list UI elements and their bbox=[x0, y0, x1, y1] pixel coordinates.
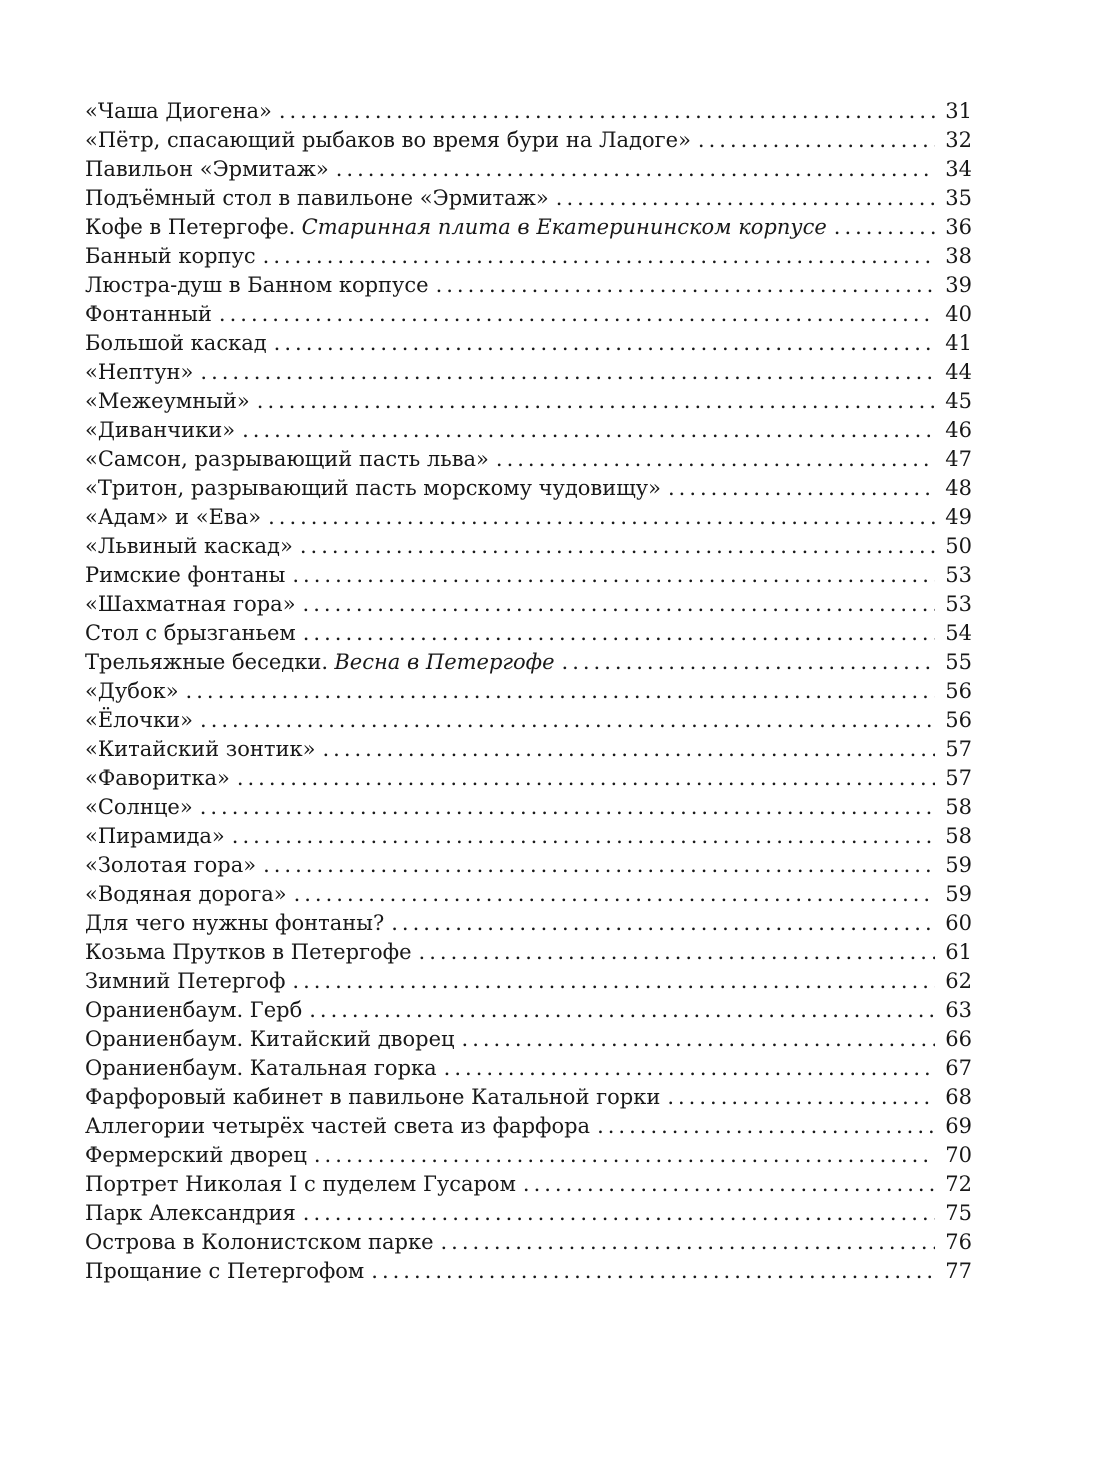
toc-entry-page-number: 68 bbox=[945, 1085, 972, 1109]
toc-list bbox=[85, 97, 972, 1286]
dot-leader bbox=[303, 1199, 935, 1228]
toc-entry-title: Банный корпус bbox=[85, 244, 256, 268]
toc-entry-page-number: 40 bbox=[945, 302, 972, 326]
toc-entry bbox=[85, 445, 972, 474]
dot-leader bbox=[523, 1170, 935, 1199]
toc-entry-page-number: 48 bbox=[945, 476, 972, 500]
toc-entry-title: «Адам» и «Ева» bbox=[85, 505, 262, 529]
toc-entry-title: «Китайский зонтик» bbox=[85, 737, 316, 761]
dot-leader bbox=[667, 1083, 935, 1112]
toc-entry-page-number: 61 bbox=[945, 940, 972, 964]
toc-entry-page-number: 60 bbox=[945, 911, 972, 935]
toc-entry bbox=[85, 561, 972, 590]
toc-entry bbox=[85, 329, 972, 358]
toc-entry-page-number: 55 bbox=[945, 650, 972, 674]
dot-leader bbox=[309, 996, 935, 1025]
toc-entry-title: Подъёмный стол в павильоне «Эрмитаж» bbox=[85, 186, 549, 210]
toc-entry-page-number: 77 bbox=[945, 1259, 972, 1283]
toc-entry-title: «Пирамида» bbox=[85, 824, 225, 848]
dot-leader bbox=[274, 329, 935, 358]
dot-leader bbox=[371, 1257, 935, 1286]
toc-entry-title: Люстра-душ в Банном корпусе bbox=[85, 273, 429, 297]
toc-entry-page-number: 70 bbox=[945, 1143, 972, 1167]
toc-entry-page-number: 41 bbox=[945, 331, 972, 355]
toc-entry bbox=[85, 387, 972, 416]
toc-entry bbox=[85, 532, 972, 561]
toc-entry-title: Аллегории четырёх частей света из фарфора bbox=[85, 1114, 591, 1138]
toc-entry-title: Козьма Прутков в Петергофе bbox=[85, 940, 412, 964]
toc-entry bbox=[85, 416, 972, 445]
dot-leader bbox=[668, 474, 935, 503]
dot-leader bbox=[186, 677, 935, 706]
toc-entry bbox=[85, 1228, 972, 1257]
dot-leader bbox=[436, 271, 935, 300]
toc-entry-title: «Золотая гора» bbox=[85, 853, 257, 877]
dot-leader bbox=[562, 648, 935, 677]
toc-entry bbox=[85, 793, 972, 822]
toc-entry-title: «Ёлочки» bbox=[85, 708, 194, 732]
toc-entry-title: «Водяная дорога» bbox=[85, 882, 287, 906]
toc-entry-title-italic: Весна в Петергофе bbox=[334, 650, 555, 674]
toc-entry-title: Большой каскад bbox=[85, 331, 267, 355]
toc-entry-title: Стол с брызганьем bbox=[85, 621, 296, 645]
toc-entry bbox=[85, 764, 972, 793]
toc-entry bbox=[85, 938, 972, 967]
toc-entry-title: Фонтанный bbox=[85, 302, 212, 326]
toc-entry bbox=[85, 1170, 972, 1199]
dot-leader bbox=[556, 184, 935, 213]
toc-entry-title: Кофе в Петергофе. bbox=[85, 215, 296, 239]
toc-entry bbox=[85, 155, 972, 184]
toc-entry bbox=[85, 184, 972, 213]
toc-entry-page-number: 56 bbox=[945, 679, 972, 703]
dot-leader bbox=[200, 706, 935, 735]
toc-entry-title: Парк Александрия bbox=[85, 1201, 296, 1225]
toc-entry-page-number: 59 bbox=[945, 853, 972, 877]
toc-entry bbox=[85, 126, 972, 155]
toc-entry bbox=[85, 474, 972, 503]
toc-entry-title: «Пётр, спасающий рыбаков во время бури на Ладоге» bbox=[85, 128, 691, 152]
toc-entry-page-number: 57 bbox=[945, 737, 972, 761]
toc-entry bbox=[85, 706, 972, 735]
toc-entry-title: Зимний Петергоф bbox=[85, 969, 286, 993]
toc-entry-page-number: 53 bbox=[945, 563, 972, 587]
toc-entry-title: Трельяжные беседки. bbox=[85, 650, 329, 674]
toc-entry bbox=[85, 242, 972, 271]
dot-leader bbox=[257, 387, 935, 416]
toc-entry bbox=[85, 735, 972, 764]
dot-leader bbox=[292, 967, 935, 996]
toc-entry-page-number: 67 bbox=[945, 1056, 972, 1080]
dot-leader bbox=[300, 532, 935, 561]
toc-entry-page-number: 36 bbox=[945, 215, 972, 239]
toc-entry-title: Римские фонтаны bbox=[85, 563, 286, 587]
toc-entry-title: «Шахматная гора» bbox=[85, 592, 296, 616]
toc-entry-page-number: 66 bbox=[945, 1027, 972, 1051]
toc-entry-page-number: 62 bbox=[945, 969, 972, 993]
toc-entry-page-number: 69 bbox=[945, 1114, 972, 1138]
toc-entry-page-number: 59 bbox=[945, 882, 972, 906]
toc-entry-page-number: 75 bbox=[945, 1201, 972, 1225]
toc-entry bbox=[85, 358, 972, 387]
toc-entry bbox=[85, 619, 972, 648]
toc-entry bbox=[85, 996, 972, 1025]
toc-entry-title: «Самсон, разрывающий пасть льва» bbox=[85, 447, 489, 471]
dot-leader bbox=[292, 561, 935, 590]
toc-entry bbox=[85, 213, 972, 242]
dot-leader bbox=[237, 764, 935, 793]
toc-entry bbox=[85, 822, 972, 851]
toc-entry-title: «Чаша Диогена» bbox=[85, 99, 272, 123]
dot-leader bbox=[597, 1112, 935, 1141]
dot-leader bbox=[303, 619, 935, 648]
toc-entry bbox=[85, 97, 972, 126]
toc-entry-title: Фермерский дворец bbox=[85, 1143, 307, 1167]
dot-leader bbox=[200, 358, 935, 387]
dot-leader bbox=[294, 880, 935, 909]
toc-entry bbox=[85, 590, 972, 619]
toc-entry-title: Для чего нужны фонтаны? bbox=[85, 911, 385, 935]
toc-entry-page-number: 54 bbox=[945, 621, 972, 645]
toc-entry-page-number: 76 bbox=[945, 1230, 972, 1254]
toc-entry-page-number: 47 bbox=[945, 447, 972, 471]
toc-entry-page-number: 56 bbox=[945, 708, 972, 732]
toc-entry bbox=[85, 1141, 972, 1170]
toc-entry-title: «Тритон, разрывающий пасть морскому чудовищу» bbox=[85, 476, 661, 500]
toc-entry-page-number: 72 bbox=[945, 1172, 972, 1196]
toc-entry bbox=[85, 1083, 972, 1112]
toc-entry-title: «Солнце» bbox=[85, 795, 193, 819]
toc-entry-title: «Львиный каскад» bbox=[85, 534, 293, 558]
dot-leader bbox=[219, 300, 935, 329]
toc-entry-title: «Нептун» bbox=[85, 360, 194, 384]
toc-entry bbox=[85, 1025, 972, 1054]
toc-entry-title: Острова в Колонистском парке bbox=[85, 1230, 434, 1254]
dot-leader bbox=[200, 793, 935, 822]
dot-leader bbox=[496, 445, 935, 474]
dot-leader bbox=[314, 1141, 935, 1170]
dot-leader bbox=[698, 126, 935, 155]
toc-entry bbox=[85, 1257, 972, 1286]
toc-entry-page-number: 35 bbox=[945, 186, 972, 210]
dot-leader bbox=[303, 590, 935, 619]
dot-leader bbox=[336, 155, 935, 184]
toc-entry bbox=[85, 503, 972, 532]
toc-entry-title: Портрет Николая I с пуделем Гусаром bbox=[85, 1172, 516, 1196]
toc-entry bbox=[85, 271, 972, 300]
toc-entry-title: Ораниенбаум. Китайский дворец bbox=[85, 1027, 455, 1051]
toc-entry-title: Фарфоровый кабинет в павильоне Катальной горки bbox=[85, 1085, 661, 1109]
toc-entry-page-number: 50 bbox=[945, 534, 972, 558]
toc-entry-title-italic: Старинная плита в Екатерининском корпусе bbox=[301, 215, 827, 239]
toc-entry bbox=[85, 1112, 972, 1141]
dot-leader bbox=[419, 938, 935, 967]
toc-entry-page-number: 63 bbox=[945, 998, 972, 1022]
dot-leader bbox=[263, 851, 935, 880]
toc-entry bbox=[85, 300, 972, 329]
toc-entry-page-number: 32 bbox=[945, 128, 972, 152]
toc-entry-page-number: 45 bbox=[945, 389, 972, 413]
dot-leader bbox=[242, 416, 935, 445]
toc-entry bbox=[85, 880, 972, 909]
toc-entry bbox=[85, 851, 972, 880]
toc-entry bbox=[85, 1199, 972, 1228]
toc-entry-title: «Диванчики» bbox=[85, 418, 236, 442]
dot-leader bbox=[462, 1025, 935, 1054]
toc-entry-title: «Межеумный» bbox=[85, 389, 250, 413]
toc-entry-page-number: 58 bbox=[945, 795, 972, 819]
dot-leader bbox=[279, 97, 935, 126]
toc-entry bbox=[85, 1054, 972, 1083]
toc-entry-title: «Дубок» bbox=[85, 679, 179, 703]
toc-entry-page-number: 39 bbox=[945, 273, 972, 297]
toc-entry-page-number: 46 bbox=[945, 418, 972, 442]
toc-entry-page-number: 58 bbox=[945, 824, 972, 848]
toc-entry-page-number: 49 bbox=[945, 505, 972, 529]
toc-entry-title: Ораниенбаум. Герб bbox=[85, 998, 303, 1022]
toc-entry bbox=[85, 967, 972, 996]
dot-leader bbox=[232, 822, 935, 851]
toc-entry-page-number: 57 bbox=[945, 766, 972, 790]
toc-entry-page-number: 31 bbox=[945, 99, 972, 123]
toc-entry-page-number: 53 bbox=[945, 592, 972, 616]
toc-entry-title: «Фаворитка» bbox=[85, 766, 230, 790]
dot-leader bbox=[263, 242, 935, 271]
dot-leader bbox=[444, 1054, 935, 1083]
toc-entry bbox=[85, 909, 972, 938]
dot-leader bbox=[834, 213, 935, 242]
toc-entry bbox=[85, 648, 972, 677]
toc-entry-page-number: 38 bbox=[945, 244, 972, 268]
dot-leader bbox=[322, 735, 935, 764]
toc-entry-page-number: 34 bbox=[945, 157, 972, 181]
toc-entry-page-number: 44 bbox=[945, 360, 972, 384]
dot-leader bbox=[391, 909, 935, 938]
toc-entry-title: Павильон «Эрмитаж» bbox=[85, 157, 329, 181]
toc-entry-title: Ораниенбаум. Катальная горка bbox=[85, 1056, 437, 1080]
toc-entry bbox=[85, 677, 972, 706]
dot-leader bbox=[441, 1228, 936, 1257]
dot-leader bbox=[268, 503, 935, 532]
toc-entry-title: Прощание с Петергофом bbox=[85, 1259, 365, 1283]
